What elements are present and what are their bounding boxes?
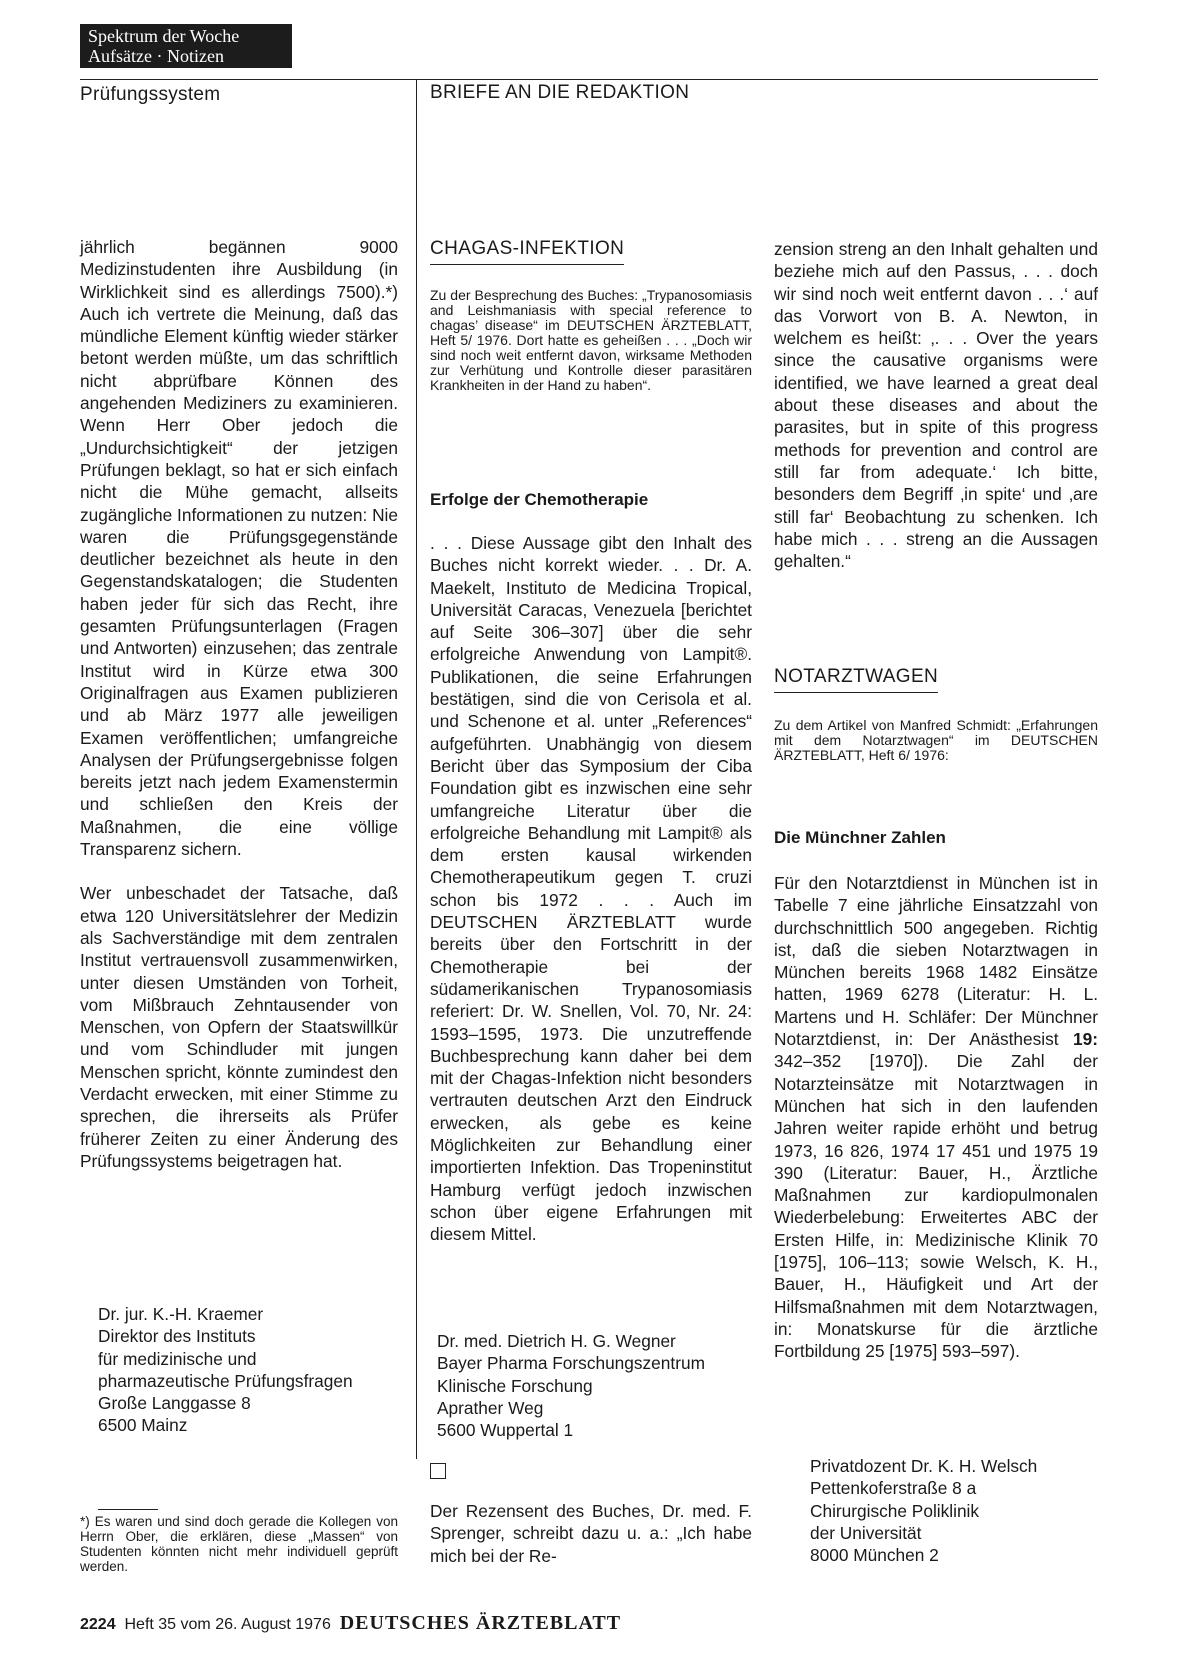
signature-line: Direktor des Instituts [98, 1326, 256, 1347]
header-line-1: Spektrum der Woche [88, 26, 240, 46]
header-line-2: Aufsätze · Notizen [88, 46, 224, 66]
notarzt-title-wrap [774, 666, 938, 693]
chagas-body-text: . . . Diese Aussage gibt den Inhalt des Buches nicht korrekt wieder. . . Dr. A. Maekelt, Instituto de Medicina Tropical, Universität Caracas, Venezuela [berichtet auf Seite 306–307] über die sehr erfolgreiche Anwendung von Lampit®. Publikationen, die seine Erfahrungen bestätigen, sind die von Cerisola et al. und Schenone et al. unter „References“ aufgeführten. Unabhängig von diesem Bericht über das Symposium der Ciba Foundation gibt es inzwischen eine sehr umfangreiche Literatur über die erfolgreiche Behandlung mit Lampit® als dem ersten kausal wirkenden Chemotherapeutikum gegen T. cruzi schon bis 1972 . . . Auch im DEUTSCHEN ÄRZTEBLATT wurde bereits über den Fortschritt in der Chemotherapie bei der südamerikanischen Trypanosomiasis referiert: Dr. W. Snellen, Vol. 70, Nr. 24: 1593–1595, 1973. Die unzutreffende Buchbesprechung kann daher bei dem mit der Chagas-Infektion nicht besonders vertrauten deutschen Arzt den Eindruck erwecken, als gebe es keine Möglichkeiten zur Behandlung einer importierten Infektion. Das Tropeninstitut Hamburg verfügt jedoch inzwischen schon über eigene Erfahrungen mit diesem Mittel. [430, 533, 752, 1245]
footnote-rule [98, 1509, 158, 1510]
chagas-signature [437, 1330, 752, 1441]
signature-line: 5600 Wuppertal 1 [437, 1420, 574, 1441]
notarzt-body-part: 342–352 [1970]). Die Zahl der Notarzteinsätze mit Notarztwagen in München hat sich in den laufenden Jahren weiter rapide erhöht und betrug 1973, 16 826, 1974 17 451 und 1975 19 390 (Literatur: Bauer, H., Ärztliche Maßnahmen zur kardiopulmonalen Wiederbelebung: Erweitertes ABC der Ersten Hilfe, in: Medizinische Klinik 70 [1975], 106–113; sowie Welsch, K. H., Bauer, H., Häufigkeit und Art der Hilfsmaßnahmen mit dem Notarztwagen, in: Monatskurse für die ärztliche Fortbildung 25 [1975] 593–597). [774, 1051, 1098, 1362]
chagas-title-wrap [430, 238, 624, 265]
chagas-reply-start [430, 1500, 752, 1567]
notarzt-body-text [774, 872, 1098, 1363]
notarzt-body-volume: 19: [1073, 1029, 1098, 1050]
magazine-title: DEUTSCHES ÄRZTEBLATT [339, 1612, 622, 1634]
signature-line: Aprather Weg [437, 1397, 544, 1418]
section-header-box [80, 24, 292, 68]
left-section-title: Prüfungssystem [80, 84, 221, 105]
right-section-title: BRIEFE AN DIE REDAKTION [430, 82, 690, 103]
top-rule [80, 79, 1098, 80]
signature-line: Klinische Forschung [437, 1375, 593, 1396]
signature-line: der Universität [810, 1522, 922, 1543]
column-divider [416, 79, 417, 1459]
left-letter-body [80, 236, 398, 1172]
notarzt-body [774, 872, 1098, 1363]
issue-info: Heft 35 vom 26. August 1976 [124, 1616, 331, 1633]
chagas-title: CHAGAS-INFEKTION [430, 238, 624, 265]
signature-line: 6500 Mainz [98, 1415, 188, 1436]
signature-line: 8000 München 2 [810, 1545, 939, 1566]
signature-line: Chirurgische Poliklinik [810, 1500, 980, 1521]
footnote: *) Es waren und sind doch gerade die Kollegen von Herrn Ober, die erklären, diese „Massen“ von Studenten könnten nicht mehr individuell geprüft werden. [80, 1514, 398, 1574]
page-footer [80, 1612, 621, 1635]
signature-line: pharmazeutische Prüfungsfragen [98, 1370, 353, 1391]
notarzt-intro [774, 718, 1098, 763]
signature-line: Pettenkoferstraße 8 a [810, 1478, 977, 1499]
chagas-intro [430, 288, 752, 393]
notarzt-intro-text: Zu dem Artikel von Manfred Schmidt: „Erfahrungen mit dem Notarztwagen“ im DEUTSCHEN ÄRZTEBLATT, Heft 6/ 1976: [774, 717, 1098, 763]
notarzt-body-part: Für den Notarztdienst in München ist in Tabelle 7 eine jährliche Einsatzzahl von durchschnittlich 500 angegeben. Richtig ist, daß die sieben Notarztwagen in München bereits 1968 1482 Einsätze hatten, 1969 6278 (Literatur: H. L. Martens und H. Schläfer: Der Münchner Notarztdienst, in: Der Anästhesist [774, 873, 1098, 1050]
page-number: 2224 [80, 1616, 116, 1633]
signature-line: Privatdozent Dr. K. H. Welsch [810, 1456, 1038, 1476]
left-signature [98, 1303, 398, 1437]
signature-line: Dr. jur. K.-H. Kraemer [98, 1304, 264, 1324]
notarzt-signature [810, 1455, 1098, 1566]
notarzt-subhead: Die Münchner Zahlen [774, 828, 946, 847]
signature-line: Dr. med. Dietrich H. G. Wegner [437, 1331, 676, 1351]
chagas-intro-text: Zu der Besprechung des Buches: „Trypanosomiasis and Leishmaniasis with special reference to chagas’ disease“ im DEUTSCHEN ÄRZTEBLATT, Heft 5/ 1976. Dort hatte es geheißen . . . „Doch wir sind noch weit entfernt davon, wirksame Methoden zur Verhütung und Kontrolle dieser parasitären Krankheiten in der Hand zu haben“. [430, 287, 752, 393]
chagas-body [430, 532, 752, 1246]
chagas-reply-continued [774, 238, 1098, 572]
notarzt-title: NOTARZTWAGEN [774, 666, 938, 693]
signature-line: für medizinische und [98, 1348, 257, 1369]
chagas-reply-cont-text: zension streng an den Inhalt gehalten und beziehe mich auf den Passus, . . . doch wir sind noch weit entfernt davon . . .‘ auf das Vorwort von B. A. Newton, in welchem es heißt: ‚. . . Over the years since the causative organisms were identified, we have learned a great deal about these diseases and about the parasites, but in spite of this progress methods for prevention and control are still far from adequate.‘ Ich bitte, besonders dem Begriff ‚in spite‘ und ‚are still far‘ Beobachtung zu schenken. Ich habe mich . . . streng an die Aussagen gehalten.“ [774, 239, 1098, 572]
signature-line: Bayer Pharma Forschungszentrum [437, 1353, 705, 1374]
chagas-subhead: Erfolge der Chemotherapie [430, 490, 649, 509]
left-paragraph-2: Wer unbeschadet der Tatsache, daß etwa 120 Universitätslehrer der Medizin als Sachverständige mit dem zentralen Institut vertrauensvoll zusammenwirken, unter diesen Umständen von Torheit, vom Mißbrauch Zehntausender von Menschen, von Opfern der Staatswillkür und vom Schindluder mit jungen Menschen spricht, könnte zumindest den Verdacht erwecken, mit einer Stimme zu sprechen, die ihrerseits als Prüfer früherer Zeiten zu einer Änderung des Prüfungssystems beigetragen hat. [80, 883, 398, 1171]
chagas-reply-start-text: Der Rezensent des Buches, Dr. med. F. Sprenger, schreibt dazu u. a.: „Ich habe mich bei der Re- [430, 1501, 752, 1566]
end-square-icon [430, 1463, 446, 1479]
signature-line: Große Langgasse 8 [98, 1393, 251, 1414]
left-paragraph-1: jährlich begännen 9000 Medizinstudenten ihre Ausbildung (in Wirklichkeit sind es allerdings 7500).*) Auch ich vertrete die Meinung, daß das mündliche Element künftig wieder stärker betont werden müßte, um das schriftlich nicht abprüfbare Können des angehenden Mediziners zu examinieren. Wenn Herr Ober jedoch die „Undurchsichtigkeit“ der jetzigen Prüfungen beklagt, so hat er sich einfach nicht die Mühe gemacht, allseits zugängliche Informationen zu nutzen: Nie waren die Prüfungsgegenstände deutlicher bezeichnet als heute in den Gegenstandskatalogen; die Studenten haben jeder für sich das Recht, ihre gesamten Prüfungsunterlagen (Fragen und Antworten) einzusehen; das zentrale Institut wird in Kürze etwa 300 Originalfragen aus Examen publizieren und ab März 1977 alle jeweiligen Examen veröffentlichen; umfangreiche Analysen der Prüfungsergebnisse folgen bereits jetzt nach jedem Examenstermin und schließen den Kreis der Maßnahmen, die eine völlige Transparenz sichern. [80, 237, 398, 860]
